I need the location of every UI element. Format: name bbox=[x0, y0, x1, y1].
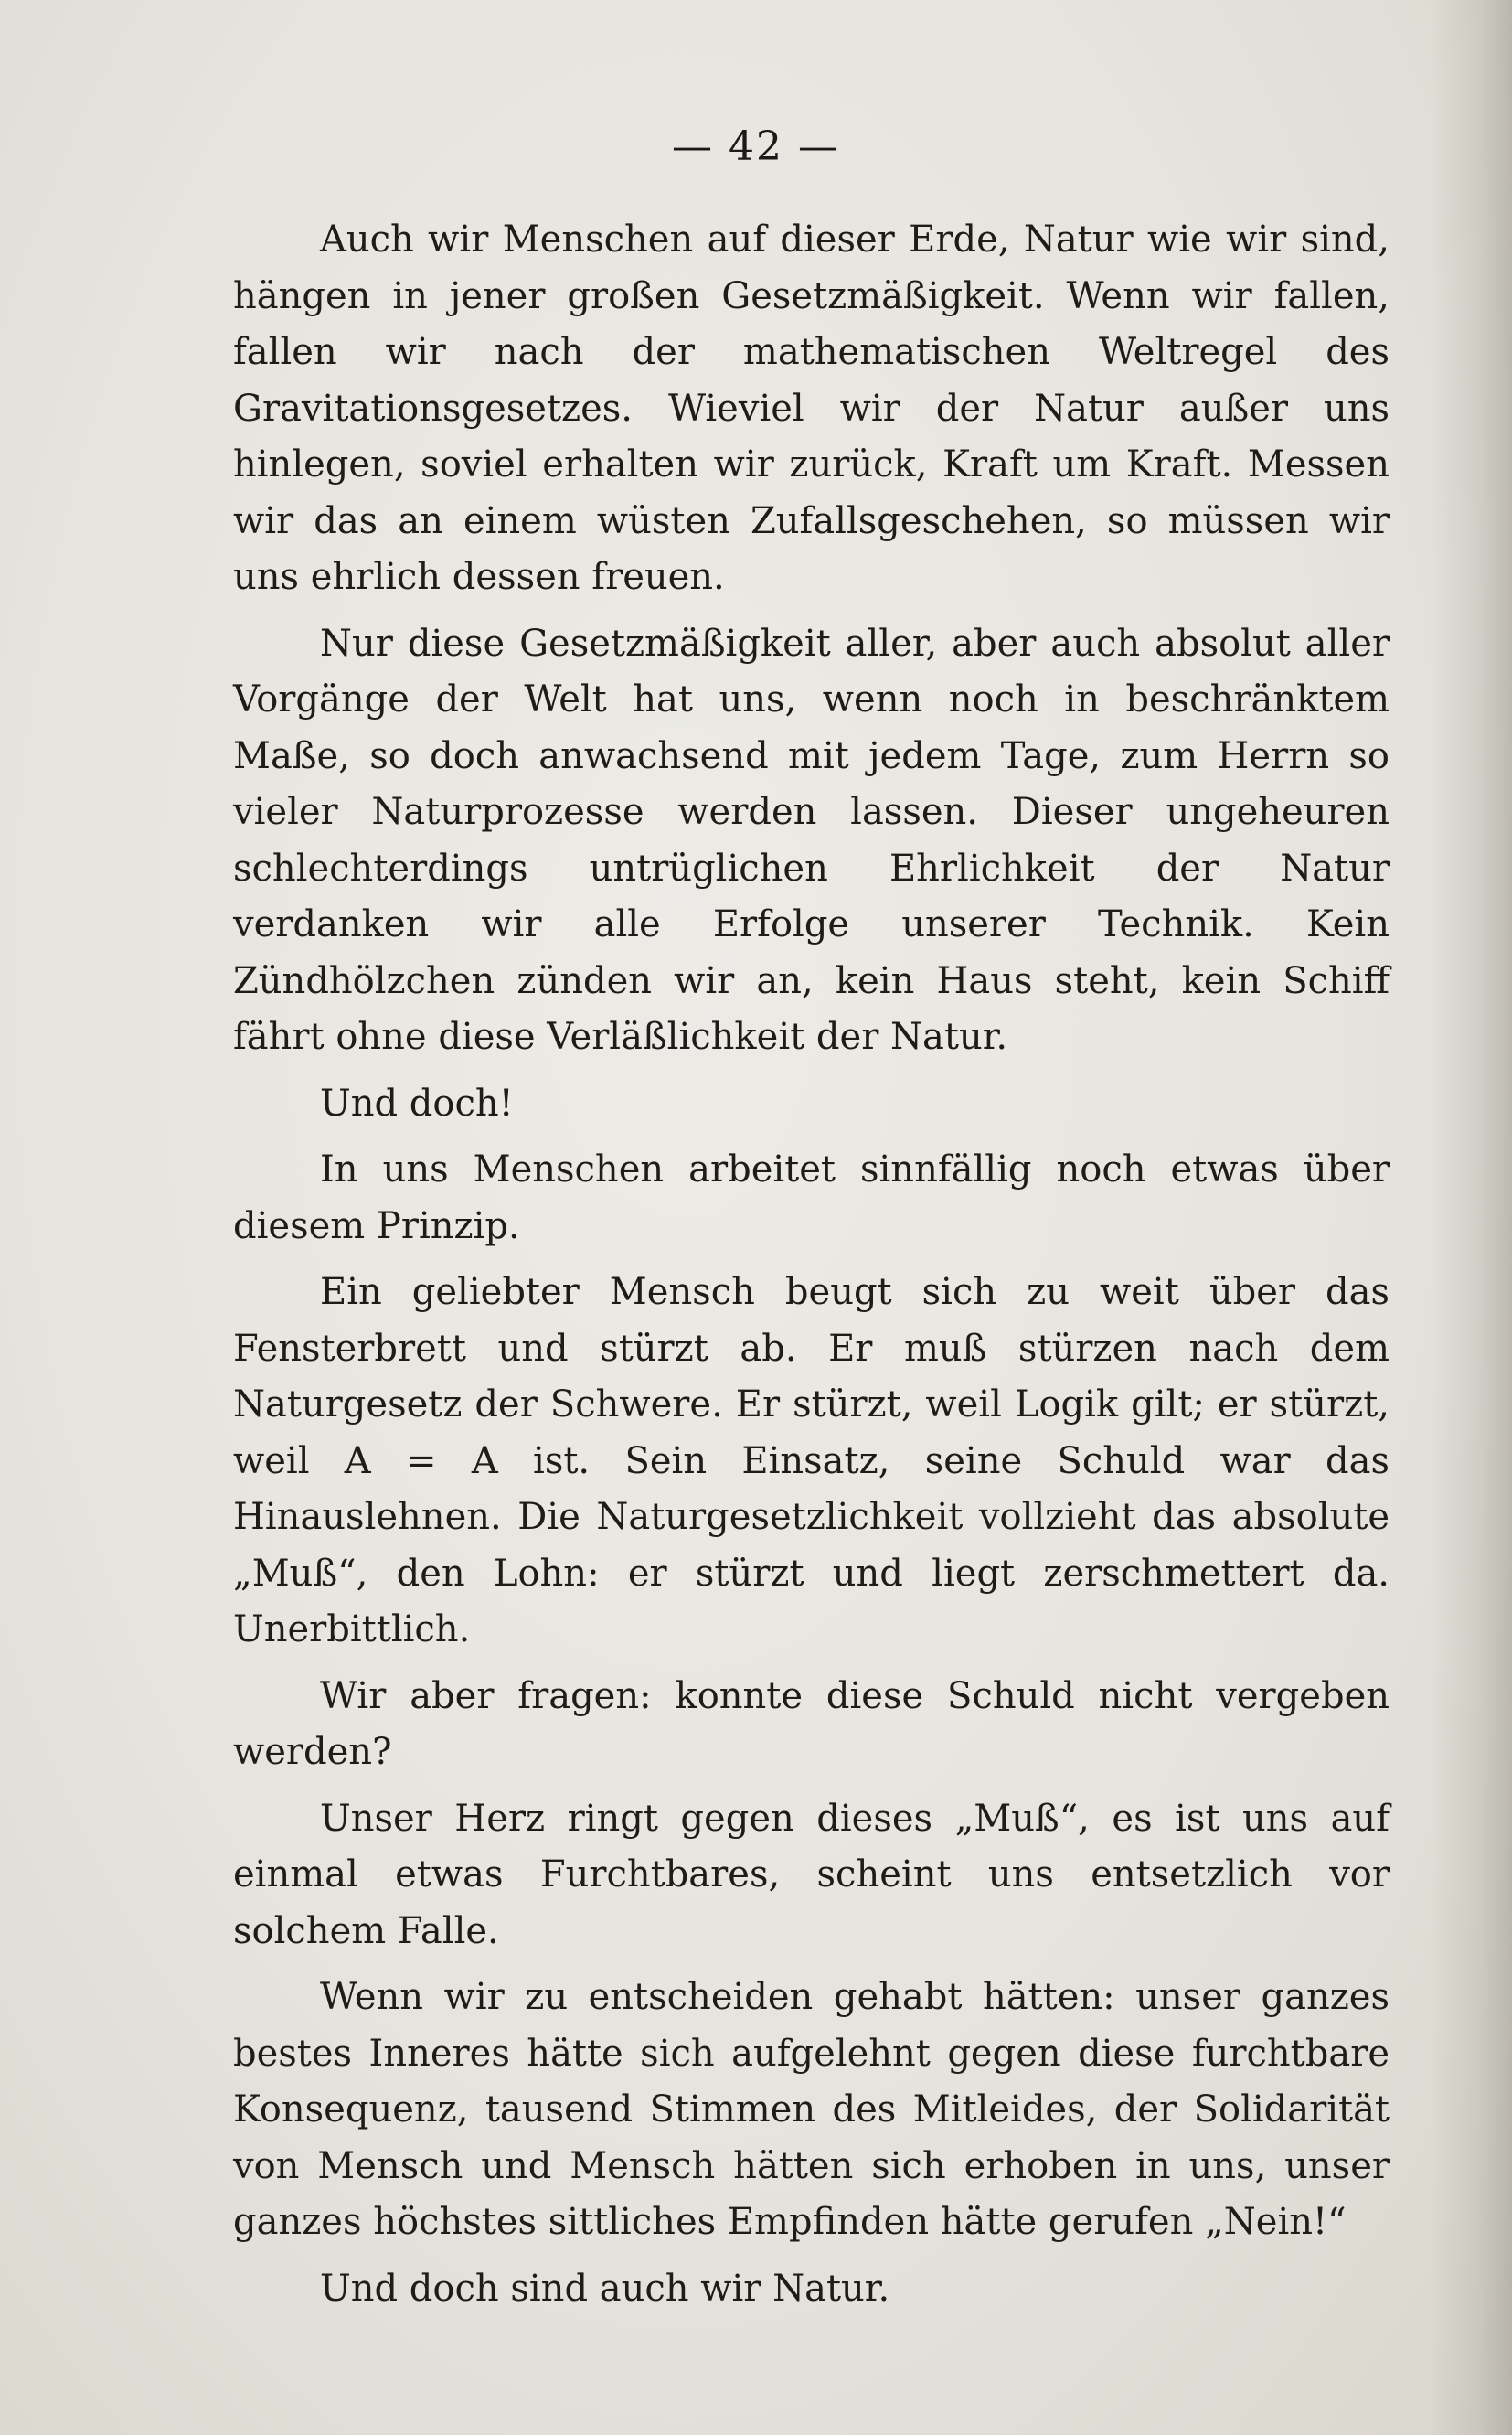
page-edge-shadow bbox=[1430, 0, 1512, 2435]
paragraph: Nur diese Gesetzmäßigkeit aller, aber auch absolut aller Vorgänge der Welt hat uns, wenn noch in beschränktem Maße, so doch anwachsend mit jedem Tage, zum Herrn so vieler Naturprozesse werden lassen. Dieser ungeheuren schlechterdings untrüglichen Ehrlichkeit der Natur verdanken wir alle Erfolge unserer Technik. Kein Zündhölzchen zünden wir an, kein Haus steht, kein Schiff fährt ohne diese Verläßlichkeit der Natur. bbox=[233, 622, 1390, 1058]
paragraph: Auch wir Menschen auf dieser Erde, Natur wie wir sind, hängen in jener großen Gesetzmäßigkeit. Wenn wir fallen, fallen wir nach der mathematischen Weltregel des Gravitationsgesetzes. Wieviel wir der Natur außer uns hinlegen, soviel erhalten wir zurück, Kraft um Kraft. Messen wir das an einem wüsten Zufallsgeschehen, so müssen wir uns ehrlich dessen freuen. bbox=[233, 219, 1390, 598]
page-number: — 42 — bbox=[672, 123, 840, 170]
paragraph: Ein geliebter Mensch beugt sich zu weit über das Fensterbrett und stürzt ab. Er muß stürzen nach dem Naturgesetz der Schwere. Er stürzt, weil Logik gilt; er stürzt, weil A = A ist. Sein Einsatz, seine Schuld war das Hinauslehnen. Die Naturgesetzlichkeit vollzieht das absolute „Muß“, den Lohn: er stürzt und liegt zerschmettert da. Unerbittlich. bbox=[233, 1271, 1390, 1650]
paragraph: In uns Menschen arbeitet sinnfällig noch etwas über diesem Prinzip. bbox=[233, 1148, 1390, 1247]
paragraph: Und doch! bbox=[320, 1082, 514, 1125]
body-text bbox=[233, 212, 1390, 2317]
paragraph: Unser Herz ringt gegen dieses „Muß“, es ist uns auf einmal etwas Furchtbares, scheint uns entsetzlich vor solchem Falle. bbox=[233, 1797, 1390, 1952]
paragraph: Und doch sind auch wir Natur. bbox=[320, 2267, 890, 2310]
paragraph: Wenn wir zu entscheiden gehabt hätten: unser ganzes bestes Inneres hätte sich aufgelehnt gegen diese furchtbare Konsequenz, tausend Stimmen des Mitleides, der Solidarität von Mensch und Mensch hätten sich erhoben in uns, unser ganzes höchstes sittliches Empfinden hätte gerufen „Nein!“ bbox=[233, 1976, 1390, 2243]
paragraph: Wir aber fragen: konnte diese Schuld nicht vergeben werden? bbox=[233, 1674, 1390, 1773]
